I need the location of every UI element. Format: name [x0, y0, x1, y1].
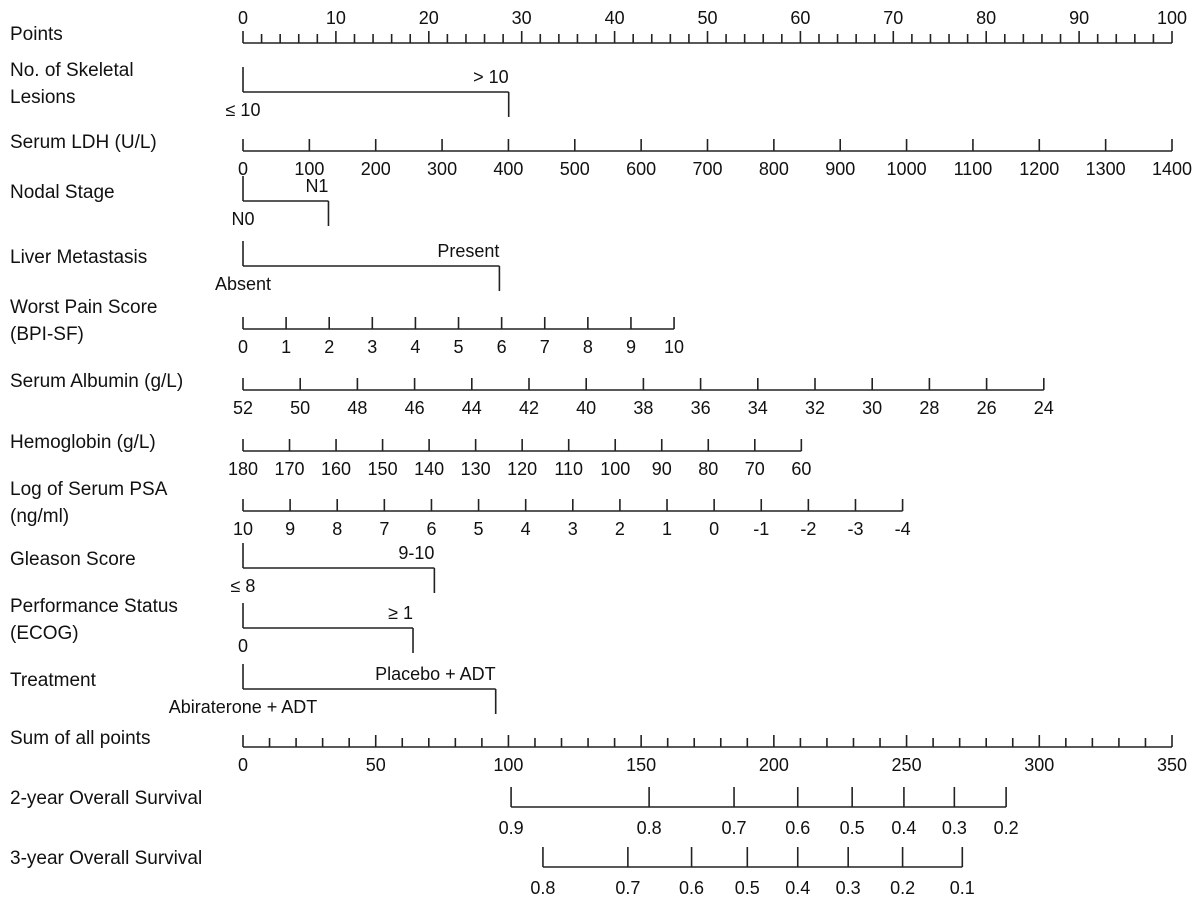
row-2yr-survival-tick-label: 0.4	[891, 818, 917, 838]
row-serum-ldh-tick-label: 700	[692, 159, 723, 179]
row-worst-pain-tick-label: 8	[582, 337, 593, 357]
row-2yr-survival-tick-label: 0.2	[993, 818, 1019, 838]
row-hemoglobin-tick-label: 120	[507, 459, 538, 479]
row-treatment-high-label: Placebo + ADT	[375, 664, 496, 684]
row-serum-ldh-tick-label: 1100	[953, 159, 993, 179]
row-hemoglobin-tick-label: 160	[321, 459, 352, 479]
row-worst-pain-tick-label: 7	[539, 337, 550, 357]
row-liver-metastasis-low-label: Absent	[214, 274, 272, 294]
row-3yr-survival-tick-label: 0.3	[835, 878, 861, 898]
row-total-points-tick-label: 350	[1156, 755, 1188, 775]
row-worst-pain-tick-label: 6	[496, 337, 507, 357]
row-hemoglobin-tick-label: 170	[274, 459, 305, 479]
row-total-points-tick-label: 200	[758, 755, 789, 775]
row-log-psa-tick-label: -3	[847, 519, 864, 539]
row-liver-metastasis-high-label: Present	[437, 241, 500, 261]
row-points-tick-label: 40	[604, 8, 625, 28]
row-points-tick-label: 70	[883, 8, 904, 28]
row-points-tick-label: 0	[237, 8, 249, 28]
row-serum-ldh-tick-label: 900	[825, 159, 856, 179]
row-total-points-tick-label: 300	[1024, 755, 1055, 775]
row-points-tick-label: 80	[976, 8, 997, 28]
row-log-psa-tick-label: 10	[232, 519, 254, 539]
row-serum-albumin-tick-label: 32	[804, 398, 826, 418]
row-worst-pain-tick-label: 5	[453, 337, 464, 357]
row-points-label: Points	[10, 24, 63, 45]
row-points-tick-label: 100	[1156, 8, 1188, 28]
row-log-psa-tick-label: -1	[753, 519, 770, 539]
row-performance-status-label: (ECOG)	[10, 623, 79, 644]
row-2yr-survival-label: 2-year Overall Survival	[10, 788, 203, 809]
row-hemoglobin-tick-label: 70	[744, 459, 765, 479]
row-serum-ldh-tick-label: 400	[493, 159, 524, 179]
row-serum-ldh-tick-label: 1200	[1019, 159, 1060, 179]
row-hemoglobin-tick-label: 150	[367, 459, 398, 479]
row-3yr-survival-tick-label: 0.7	[615, 878, 641, 898]
row-serum-ldh-tick-label: 1300	[1085, 159, 1126, 179]
row-worst-pain-tick-label: 10	[664, 337, 685, 357]
row-worst-pain-tick-label: 2	[324, 337, 335, 357]
row-3yr-survival-label: 3-year Overall Survival	[10, 848, 203, 869]
row-serum-ldh-tick-label: 1400	[1151, 159, 1193, 179]
row-serum-ldh-tick-label: 100	[294, 159, 325, 179]
row-serum-albumin-tick-label: 52	[232, 398, 254, 418]
row-hemoglobin-tick-label: 130	[460, 459, 491, 479]
row-serum-ldh-tick-label: 0	[237, 159, 249, 179]
row-log-psa-tick-label: 4	[520, 519, 531, 539]
row-3yr-survival-tick-label: 0.8	[530, 878, 556, 898]
row-performance-status-label: Performance Status	[10, 596, 178, 617]
row-serum-albumin-tick-label: 42	[518, 398, 540, 418]
row-2yr-survival-tick-label: 0.3	[941, 818, 967, 838]
row-2yr-survival-tick-label: 0.7	[721, 818, 747, 838]
row-serum-albumin-tick-label: 44	[461, 398, 482, 418]
row-2yr-survival-tick-label: 0.6	[785, 818, 811, 838]
row-total-points-tick-label: 100	[493, 755, 524, 775]
row-3yr-survival-tick-label: 0.4	[785, 878, 811, 898]
row-worst-pain-label: Worst Pain Score	[10, 297, 158, 318]
row-serum-albumin-tick-label: 48	[347, 398, 368, 418]
row-serum-albumin-label: Serum Albumin (g/L)	[10, 371, 184, 392]
row-2yr-survival-tick-label: 0.5	[839, 818, 865, 838]
row-worst-pain-label: (BPI-SF)	[10, 324, 84, 345]
row-points-tick-label: 30	[511, 8, 532, 28]
row-points-tick-label: 90	[1069, 8, 1090, 28]
row-performance-status-high-label: ≥ 1	[388, 603, 414, 623]
row-3yr-survival-tick-label: 0.6	[679, 878, 705, 898]
row-serum-albumin-tick-label: 46	[404, 398, 425, 418]
row-hemoglobin-tick-label: 110	[554, 459, 584, 479]
row-points-tick-label: 10	[325, 8, 346, 28]
row-gleason-score-high-label: 9-10	[398, 543, 435, 563]
row-total-points-tick-label: 250	[891, 755, 922, 775]
row-serum-albumin-tick-label: 40	[576, 398, 597, 418]
row-worst-pain-tick-label: 4	[410, 337, 421, 357]
row-serum-albumin-tick-label: 34	[747, 398, 768, 418]
row-log-psa-tick-label: 0	[709, 519, 720, 539]
row-serum-ldh-label: Serum LDH (U/L)	[10, 132, 157, 153]
row-hemoglobin-tick-label: 60	[791, 459, 812, 479]
row-serum-ldh-tick-label: 800	[758, 159, 789, 179]
row-worst-pain-tick-label: 0	[237, 337, 249, 357]
row-hemoglobin-tick-label: 80	[698, 459, 719, 479]
row-serum-albumin-tick-label: 24	[1033, 398, 1054, 418]
row-worst-pain-tick-label: 3	[367, 337, 378, 357]
row-log-psa-tick-label: 1	[662, 519, 673, 539]
row-log-psa-label: Log of Serum PSA	[10, 479, 168, 500]
row-nodal-stage-label: Nodal Stage	[10, 182, 115, 203]
row-hemoglobin-tick-label: 90	[651, 459, 672, 479]
row-skeletal-lesions-label: No. of Skeletal	[10, 60, 134, 81]
row-serum-ldh-tick-label: 1000	[886, 159, 927, 179]
row-log-psa-label: (ng/ml)	[10, 506, 70, 527]
row-3yr-survival-tick-label: 0.1	[949, 878, 975, 898]
row-log-psa-tick-label: 6	[426, 519, 437, 539]
row-serum-albumin-tick-label: 36	[690, 398, 711, 418]
row-log-psa-tick-label: 7	[379, 519, 390, 539]
row-serum-ldh-tick-label: 300	[427, 159, 458, 179]
row-gleason-score-low-label: ≤ 8	[230, 576, 256, 596]
row-nodal-stage-low-label: N0	[231, 209, 255, 229]
row-serum-ldh-tick-label: 600	[626, 159, 657, 179]
row-hemoglobin-tick-label: 180	[227, 459, 259, 479]
row-serum-albumin-tick-label: 28	[919, 398, 940, 418]
row-log-psa-tick-label: -4	[894, 519, 911, 539]
row-gleason-score-label: Gleason Score	[10, 549, 136, 570]
row-points-tick-label: 50	[697, 8, 718, 28]
row-hemoglobin-tick-label: 100	[600, 459, 631, 479]
row-nodal-stage-high-label: N1	[305, 176, 329, 196]
row-total-points-tick-label: 50	[365, 755, 386, 775]
row-log-psa-tick-label: 3	[567, 519, 578, 539]
row-points-tick-label: 20	[418, 8, 439, 28]
row-log-psa-tick-label: 2	[614, 519, 625, 539]
row-treatment-low-label: Abiraterone + ADT	[168, 697, 318, 717]
row-worst-pain-tick-label: 1	[281, 337, 292, 357]
row-serum-ldh-tick-label: 200	[360, 159, 391, 179]
row-treatment-label: Treatment	[10, 670, 96, 691]
row-performance-status-low-label: 0	[237, 636, 249, 656]
row-skeletal-lesions-low-label: ≤ 10	[225, 100, 261, 120]
row-log-psa-tick-label: -2	[800, 519, 817, 539]
row-worst-pain-tick-label: 9	[625, 337, 636, 357]
row-serum-albumin-tick-label: 26	[976, 398, 997, 418]
row-2yr-survival-tick-label: 0.8	[636, 818, 662, 838]
row-total-points-tick-label: 150	[626, 755, 657, 775]
row-liver-metastasis-label: Liver Metastasis	[10, 247, 148, 268]
row-log-psa-tick-label: 8	[332, 519, 343, 539]
row-serum-albumin-tick-label: 30	[862, 398, 883, 418]
row-2yr-survival-tick-label: 0.9	[498, 818, 524, 838]
row-hemoglobin-label: Hemoglobin (g/L)	[10, 432, 156, 453]
row-log-psa-tick-label: 9	[285, 519, 296, 539]
row-log-psa-tick-label: 5	[473, 519, 484, 539]
row-skeletal-lesions-label: Lesions	[10, 87, 76, 108]
row-skeletal-lesions-high-label: > 10	[473, 67, 509, 87]
row-3yr-survival-tick-label: 0.5	[734, 878, 760, 898]
row-3yr-survival-tick-label: 0.2	[890, 878, 916, 898]
row-hemoglobin-tick-label: 140	[414, 459, 445, 479]
row-total-points-tick-label: 0	[237, 755, 249, 775]
row-serum-albumin-tick-label: 50	[290, 398, 311, 418]
row-points-tick-label: 60	[790, 8, 811, 28]
row-serum-ldh-tick-label: 500	[559, 159, 590, 179]
row-total-points-label: Sum of all points	[10, 728, 151, 749]
row-serum-albumin-tick-label: 38	[633, 398, 654, 418]
